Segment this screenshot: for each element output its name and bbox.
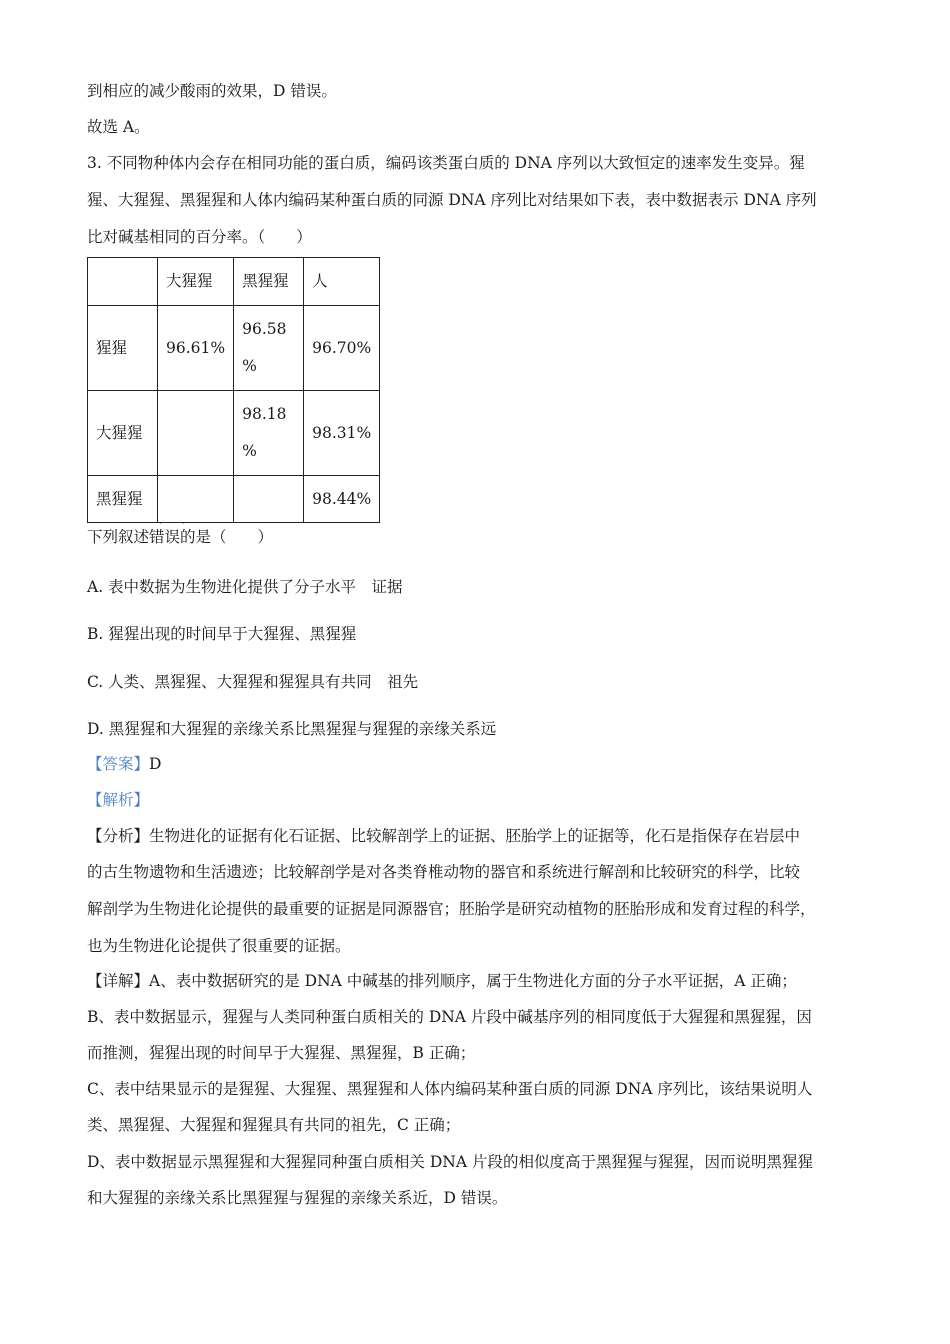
- table-cell: [158, 476, 234, 523]
- option-d: D. 黑猩猩和大猩猩的亲缘关系比黑猩猩与猩猩的亲缘关系远: [87, 720, 497, 738]
- fenxi-line-4: 也为生物进化论提供了很重要的证据。: [87, 937, 351, 955]
- table-header-cell: 人: [304, 258, 380, 306]
- table-row-label: 黑猩猩: [88, 476, 158, 523]
- table-cell-line: %: [242, 357, 257, 375]
- fenxi-line-1: [87, 825, 800, 847]
- table-cell: 96.70%: [304, 306, 380, 391]
- analysis-label: 【解析】: [87, 791, 150, 809]
- table-row: [88, 306, 380, 391]
- table-cell: [234, 391, 304, 476]
- detail-label: 【详解】: [87, 972, 150, 990]
- question-stem-line-2: 猩、大猩猩、黑猩猩和人体内编码某种蛋白质的同源 DNA 序列比对结果如下表，表中数据表示 DNA 序列: [87, 191, 817, 209]
- table-row-label: 大猩猩: [88, 391, 158, 476]
- table-header-cell: [88, 258, 158, 306]
- table-cell-line: 98.18: [242, 405, 287, 423]
- table-cell: 98.31%: [304, 391, 380, 476]
- fenxi-label: 【分析】: [87, 827, 150, 845]
- option-b: B. 猩猩出现的时间早于大猩猩、黑猩猩: [87, 625, 357, 643]
- dna-comparison-table: [87, 257, 380, 523]
- answer-label: 【答案】: [87, 755, 150, 773]
- table-cell-line: %: [242, 442, 257, 460]
- detail-a-text: A、表中数据研究的是 DNA 中碱基的排列顺序，属于生物进化方面的分子水平证据，A 正确；: [149, 972, 797, 990]
- detail-line-d2: 和大猩猩的亲缘关系比黑猩猩与猩猩的亲缘关系近，D 错误。: [87, 1189, 508, 1207]
- emphasis-dots: · ·: [159, 519, 185, 529]
- fenxi-line-3: 解剖学为生物进化论提供的最重要的证据是同源器官；胚胎学是研究动植物的胚胎形成和发育过程的科学，: [87, 900, 816, 918]
- table-cell: 98.44%: [304, 476, 380, 523]
- table-header-cell: 黑猩猩: [234, 258, 304, 306]
- option-a: A. 表中数据为生物进化提供了分子水平 证据: [87, 578, 403, 596]
- detail-line-c2: 类、黑猩猩、大猩猩和猩猩具有共同的祖先，C 正确；: [87, 1116, 461, 1134]
- question-stem-line-1: 3. 不同物种体内会存在相同功能的蛋白质，编码该类蛋白质的 DNA 序列以大致恒定的速率发生变异。猩: [87, 154, 805, 172]
- detail-line-d1: D、表中数据显示黑猩猩和大猩猩同种蛋白质相关 DNA 片段的相似度高于黑猩猩与猩猩，因而说明黑猩猩: [87, 1153, 813, 1171]
- detail-line-a: [87, 970, 797, 992]
- table-row-label: 猩猩: [88, 306, 158, 391]
- table-cell-line: 96.58: [242, 320, 287, 338]
- detail-line-b2: 而推测，猩猩出现的时间早于大猩猩、黑猩猩，B 正确；: [87, 1044, 476, 1062]
- answer-line: [87, 753, 161, 775]
- question-prompt: 下列叙述错误的是（ ）: [87, 528, 274, 546]
- table-header-row: [88, 258, 380, 306]
- table-row: [88, 391, 380, 476]
- table-row: [88, 476, 380, 523]
- intro-line-2: 故选 A。: [87, 118, 150, 136]
- option-c: C. 人类、黑猩猩、大猩猩和猩猩具有共同 祖先: [87, 673, 419, 691]
- detail-line-b1: B、表中数据显示，猩猩与人类同种蛋白质相关的 DNA 片段中碱基序列的相同度低于大猩猩和黑猩猩，因: [87, 1008, 812, 1026]
- table-cell: [234, 476, 304, 523]
- table-cell: [158, 391, 234, 476]
- question-stem-line-3: 比对碱基相同的百分率。（ ）: [87, 228, 312, 246]
- intro-line-1: 到相应的减少酸雨的效果，D 错误。: [87, 82, 337, 100]
- answer-value: D: [149, 755, 162, 773]
- fenxi-line-2: 的古生物遗物和生活遗迹；比较解剖学是对各类脊椎动物的器官和系统进行解剖和比较研究的科学，比较: [87, 863, 801, 881]
- table-cell: [234, 306, 304, 391]
- detail-line-c1: C、表中结果显示的是猩猩、大猩猩、黑猩猩和人体内编码某种蛋白质的同源 DNA 序列比，该结果说明人: [87, 1080, 813, 1098]
- table-header-cell: 大猩猩: [158, 258, 234, 306]
- table-cell: 96.61%: [158, 306, 234, 391]
- fenxi-text: 生物进化的证据有化石证据、比较解剖学上的证据、胚胎学上的证据等，化石是指保存在岩层中: [149, 827, 801, 845]
